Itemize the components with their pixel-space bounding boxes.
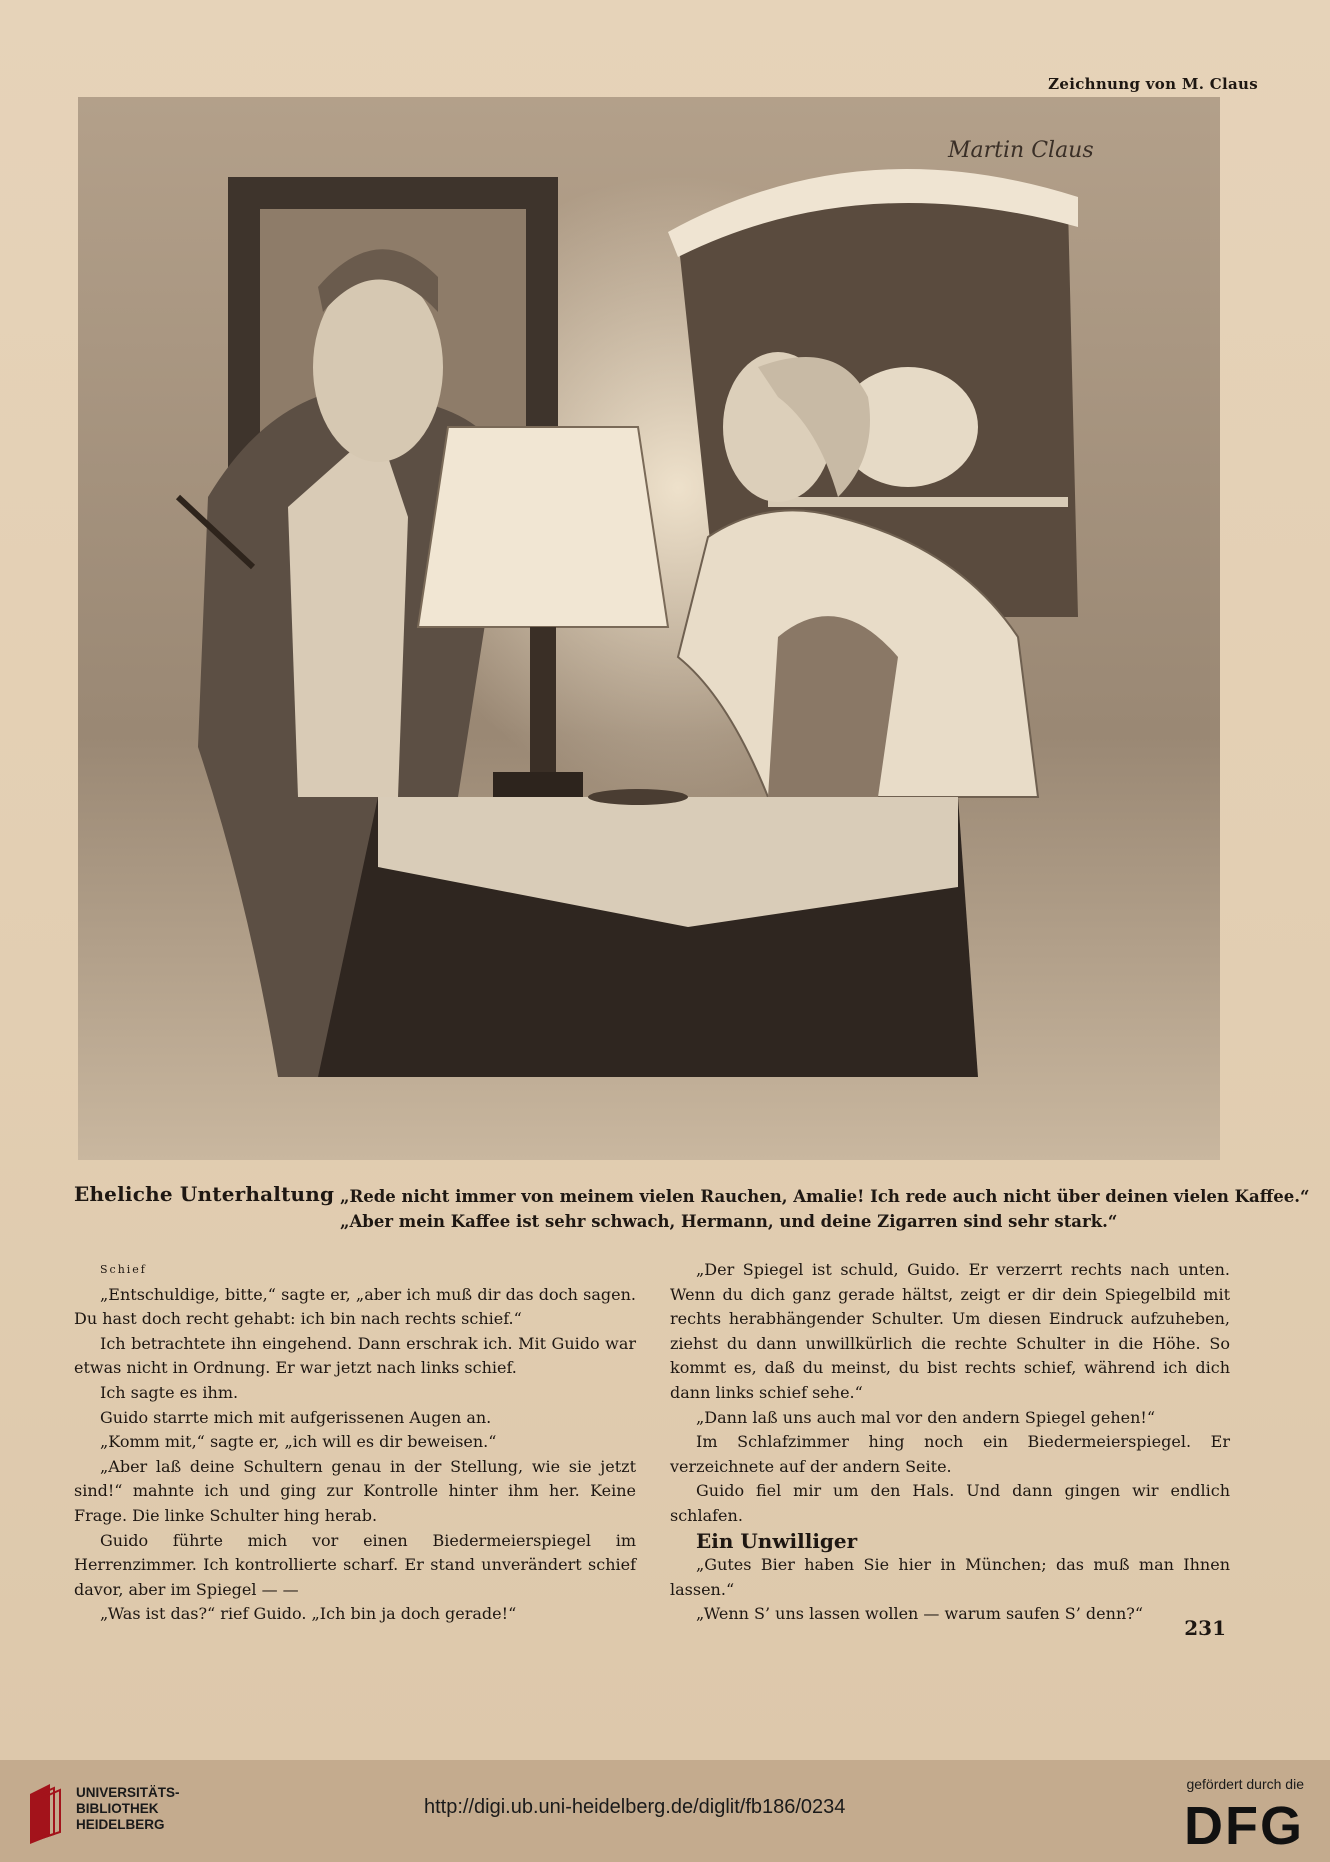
illustration-credit: Zeichnung von M. Claus [1048, 75, 1258, 93]
illustration-drawing [78, 97, 1220, 1160]
paragraph: „Komm mit,“ sagte er, „ich will es dir beweisen.“ [100, 1432, 497, 1452]
library-name-line: HEIDELBERG [76, 1817, 165, 1832]
caption-line: „Rede nicht immer von meinem vielen Rauchen, Amalie! Ich rede auch nicht über deinen vielen Kaffee.“ [340, 1187, 1310, 1206]
paragraph: „Aber laß deine Schultern genau in der Stellung, wie sie jetzt sind!“ mahnte ich und ging zur Kontrolle hinter ihm her. Keine Frage. Die linke Schulter hing herab. [74, 1456, 636, 1525]
paragraph: „Entschuldige, bitte,“ sagte er, „aber ich muß dir das doch sagen. Du hast doch recht gehabt: ich bin nach rechts schief.“ [74, 1284, 636, 1329]
paragraph: „Wenn S’ uns lassen wollen — warum saufen S’ denn?“ [696, 1604, 1143, 1624]
right-column [670, 1258, 1230, 1627]
cabinet-shelf [768, 497, 1068, 507]
library-name-line: UNIVERSITÄTS- [76, 1785, 180, 1800]
permalink-url[interactable]: http://digi.ub.uni-heidelberg.de/diglit/fb186/0234 [424, 1796, 846, 1818]
library-logo-icon [24, 1776, 70, 1846]
library-name-line: BIBLIOTHEK [76, 1801, 159, 1816]
coffee-cozy [768, 616, 898, 797]
paragraph: Guido starrte mich mit aufgerissenen Augen an. [100, 1407, 492, 1427]
lamp-stem [530, 627, 556, 777]
paragraph: Guido führte mich vor einen Biedermeierspiegel im Herrenzimmer. Ich kontrollierte scharf. Er stand unverändert schief davor, aber im Spiegel — — [74, 1530, 636, 1599]
paragraph: Im Schlafzimmer hing noch ein Biedermeierspiegel. Er verzeichnete auf der andern Seite. [670, 1432, 1230, 1476]
paragraph: „Der Spiegel ist schuld, Guido. Er verzerrt rechts nach unten. Wenn du dich ganz gerade hältst, zeigt er dir dein Spiegelbild mit rechts herabhängender Schulter. Um diesen Eindruck aufzuheben, ziehst du dann unwillkürlich die rechte Schulter in die Höhe. So kommt es, daß du meinst, du bist rechts schief, während ich dich dann links schief sehe.“ [670, 1260, 1230, 1402]
paragraph: Ich sagte es ihm. [100, 1382, 239, 1402]
footer-bar [0, 1760, 1330, 1862]
dfg-logo: DFG [1184, 1796, 1304, 1856]
saucer-icon [588, 789, 688, 805]
paragraph: Guido fiel mir um den Hals. Und dann gingen wir endlich schlafen. [670, 1481, 1230, 1525]
artist-signature: Martin Claus [948, 138, 1094, 163]
section-label: Schief [100, 1263, 147, 1276]
paragraph: „Gutes Bier haben Sie hier in München; das muß man Ihnen lassen.“ [670, 1555, 1230, 1599]
paragraph: Ich betrachtete ihn eingehend. Dann erschrak ich. Mit Guido war etwas nicht in Ordnung. Er war jetzt nach links schief. [74, 1333, 636, 1378]
library-name [76, 1785, 180, 1833]
illustration [78, 97, 1220, 1160]
left-column [74, 1258, 636, 1627]
section-heading: Ein Unwilliger [696, 1528, 858, 1553]
page-number: 231 [1184, 1616, 1226, 1640]
caption-line: „Aber mein Kaffee ist sehr schwach, Hermann, und deine Zigarren sind sehr stark.“ [340, 1212, 1118, 1231]
lamp-shade [418, 427, 668, 627]
paragraph: „Was ist das?“ rief Guido. „Ich bin ja doch gerade!“ [100, 1604, 517, 1624]
caption-title: Eheliche Unterhaltung [74, 1182, 335, 1206]
paragraph: „Dann laß uns auch mal vor den andern Spiegel gehen!“ [696, 1407, 1155, 1427]
lamp-base [493, 772, 583, 797]
caption-dialogue [340, 1184, 1310, 1234]
funder-label: gefördert durch die [1186, 1776, 1304, 1792]
